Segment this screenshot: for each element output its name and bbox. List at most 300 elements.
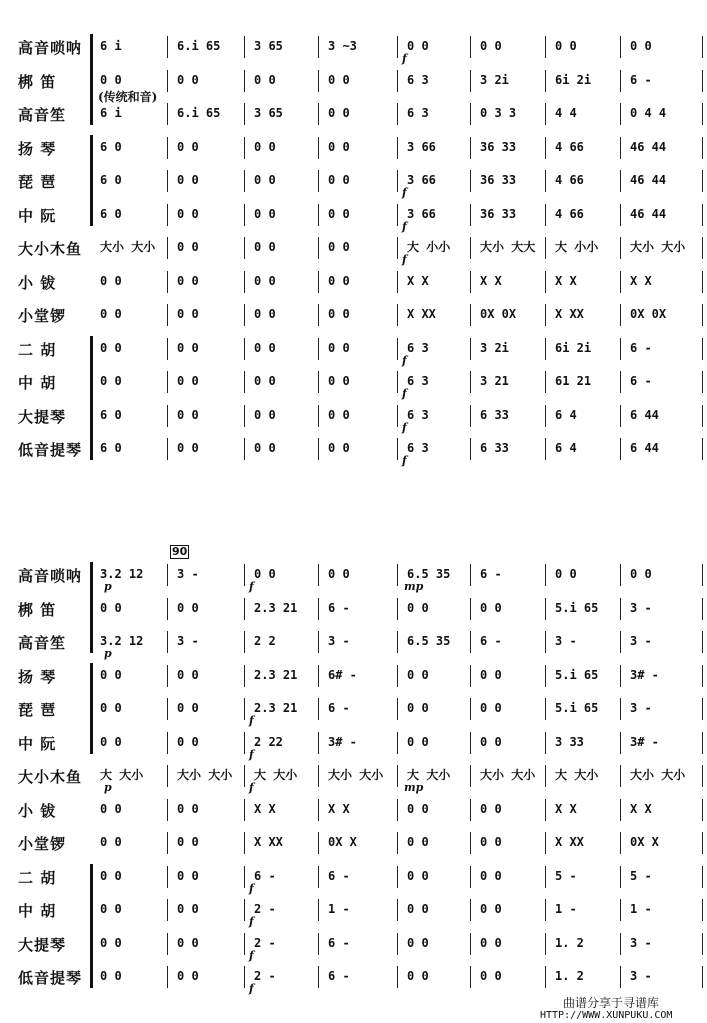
bar-line [545, 237, 546, 259]
bar-line [318, 137, 319, 159]
dynamic-mark: f [249, 747, 254, 761]
measure-notes: 0 0 [480, 801, 502, 816]
measure-notes: 6 - [480, 634, 502, 648]
bar-line [397, 204, 398, 226]
bar-line [167, 631, 168, 653]
bar-line [545, 70, 546, 92]
watermark-text: 曲谱分享于寻谱库 [563, 996, 660, 1010]
measure-notes: 3 - [630, 701, 652, 715]
bar-line [545, 137, 546, 159]
measure-notes: 5.i 65 [555, 600, 599, 615]
bar-line [397, 631, 398, 653]
dynamic-mark: f [249, 781, 254, 794]
bar-line [620, 966, 621, 988]
bar-line [244, 137, 245, 159]
bar-line [318, 732, 319, 754]
measure-notes: 0 0 [480, 667, 502, 682]
bar-line [167, 36, 168, 58]
measure-notes: 0 0 [254, 340, 276, 355]
measure-notes: 0X X [328, 835, 357, 849]
bar-line [620, 631, 621, 653]
instrument-label: 中 阮 [18, 734, 57, 753]
measure-notes: 3 - [177, 634, 199, 648]
measure-notes: 6 - [328, 969, 350, 983]
bar-line [397, 698, 398, 720]
measure-notes: 0 0 [407, 801, 429, 816]
measure-notes: X XX [254, 835, 283, 849]
bar-line [470, 966, 471, 988]
bar-line [244, 338, 245, 360]
bracket [90, 663, 97, 754]
bar-line [318, 966, 319, 988]
measure-notes: 6 i [100, 39, 122, 53]
measure-notes: 大小 大小 [177, 768, 233, 782]
bar-line [702, 338, 703, 360]
bar-line [318, 866, 319, 888]
bar-line [244, 405, 245, 427]
measure-notes: X X [630, 801, 652, 816]
measure-notes: 0 0 [328, 340, 350, 355]
bar-line [244, 631, 245, 653]
bar-line [470, 732, 471, 754]
bar-line [545, 866, 546, 888]
measure-notes: 0 0 [177, 868, 199, 883]
measure-notes: 2.3 21 [254, 600, 298, 615]
measure-notes: 大小 大小 [630, 768, 686, 782]
measure-notes: 6 - [328, 600, 350, 615]
bar-line [702, 438, 703, 460]
bar-line [620, 304, 621, 326]
annotation: (传统和音) [98, 90, 158, 104]
measure-notes: 4 66 [555, 139, 584, 154]
measure-notes: X X [555, 801, 577, 816]
measure-notes: 2.3 21 [254, 701, 298, 715]
instrument-label: 中 胡 [18, 374, 57, 392]
bar-line [702, 237, 703, 259]
bar-line [620, 933, 621, 955]
measure-notes: 6 0 [100, 407, 122, 422]
instrument-label: 小 钹 [18, 801, 57, 820]
measure-notes: 6 0 [100, 173, 122, 187]
measure-notes: 6 0 [100, 139, 122, 154]
bar-line [545, 338, 546, 360]
watermark-url: HTTP://WWW.XUNPUKU.COM [540, 1010, 673, 1021]
instrument-label: 高音唢呐 [18, 567, 83, 585]
measure-notes: 0 0 [254, 407, 276, 422]
bar-line [620, 866, 621, 888]
measure-notes: 6 3 [407, 441, 429, 455]
bar-line [397, 70, 398, 92]
bar-line [318, 631, 319, 653]
bar-line [702, 899, 703, 921]
measure-notes: 0 0 [100, 701, 122, 715]
bar-line [244, 665, 245, 687]
measure-notes: 4 66 [555, 173, 584, 187]
measure-notes: 0 0 [100, 868, 122, 883]
measure-notes: 6 44 [630, 407, 659, 422]
dynamic-mark: f [249, 881, 254, 895]
measure-notes: 0 0 [254, 273, 276, 288]
measure-notes: 2 22 [254, 734, 283, 749]
bar-line [470, 438, 471, 460]
measure-notes: 0 0 [254, 206, 276, 221]
instrument-label: 低音提琴 [18, 969, 83, 987]
measure-notes: 0 0 [177, 734, 199, 749]
bar-line [318, 899, 319, 921]
measure-notes: 6i 2i [555, 72, 592, 87]
measure-notes: 6.i 65 [177, 39, 221, 53]
instrument-label: 中 胡 [18, 902, 57, 920]
measure-notes: 0 0 [177, 240, 199, 254]
bar-line [318, 799, 319, 821]
bar-line [702, 933, 703, 955]
measure-notes: 6 - [480, 567, 502, 581]
measure-notes: 0 0 [177, 374, 199, 388]
measure-notes: 0 0 [177, 701, 199, 715]
measure-notes: 6 - [328, 935, 350, 950]
bar-line [702, 732, 703, 754]
bracket [90, 562, 97, 653]
instrument-label: 中 阮 [18, 206, 57, 225]
bar-line [167, 832, 168, 854]
bar-line [244, 832, 245, 854]
bar-line [244, 564, 245, 586]
bar-line [470, 866, 471, 888]
bracket [90, 34, 97, 125]
bar-line [545, 966, 546, 988]
measure-notes: X X [555, 273, 577, 288]
measure-notes: 6 - [630, 72, 652, 87]
measure-notes: 0 0 [480, 969, 502, 983]
measure-notes: 6 3 [407, 374, 429, 388]
measure-notes: 6.5 35 [407, 634, 451, 648]
measure-notes: 大小 大小 [630, 240, 686, 254]
bar-line [167, 204, 168, 226]
bar-line [545, 36, 546, 58]
measure-notes: 3 - [630, 600, 652, 615]
measure-notes: 3 - [630, 935, 652, 950]
measure-notes: 0 0 [555, 39, 577, 53]
measure-notes: 0 0 [100, 72, 122, 87]
bar-line [545, 438, 546, 460]
bar-line [470, 103, 471, 125]
measure-notes: 6 - [630, 374, 652, 388]
bar-line [318, 698, 319, 720]
measure-notes: 6 3 [407, 340, 429, 355]
bar-line [470, 665, 471, 687]
bar-line [702, 36, 703, 58]
instrument-label: 大提琴 [18, 407, 67, 426]
measure-notes: 5 - [630, 868, 652, 883]
measure-notes: 6 44 [630, 441, 659, 455]
bar-line [318, 204, 319, 226]
dynamic-mark: f [402, 353, 407, 367]
bar-line [470, 70, 471, 92]
bar-line [470, 631, 471, 653]
bar-line [244, 237, 245, 259]
bar-line [702, 170, 703, 192]
measure-notes: 3 - [630, 969, 652, 983]
bar-line [397, 371, 398, 393]
bar-line [470, 698, 471, 720]
measure-notes: 大小 大小 [328, 768, 384, 782]
measure-notes: 0 0 [100, 273, 122, 288]
measure-notes: 6 3 [407, 72, 429, 87]
measure-notes: 0 0 [480, 868, 502, 883]
bar-line [702, 765, 703, 787]
dynamic-mark: p [104, 781, 112, 794]
bar-line [397, 137, 398, 159]
measure-notes: 0X 0X [630, 307, 667, 321]
bar-line [167, 438, 168, 460]
measure-notes: 0 0 [328, 139, 350, 154]
bar-line [702, 866, 703, 888]
measure-notes: 1 - [555, 902, 577, 916]
bar-line [318, 405, 319, 427]
measure-notes: 1. 2 [555, 935, 584, 950]
rehearsal-mark: 90 [172, 545, 188, 558]
bar-line [470, 36, 471, 58]
bar-line [545, 899, 546, 921]
bar-line [318, 832, 319, 854]
measure-notes: X X [328, 801, 350, 816]
measure-notes: 0 0 [254, 139, 276, 154]
bar-line [318, 170, 319, 192]
measure-notes: 0 0 [177, 407, 199, 422]
measure-notes: 3# - [328, 734, 357, 749]
measure-notes: 2 - [254, 902, 276, 916]
bar-line [620, 832, 621, 854]
bar-line [545, 170, 546, 192]
measure-notes: 4 4 [555, 106, 577, 120]
bar-line [620, 137, 621, 159]
measure-notes: 1 - [328, 902, 350, 916]
measure-notes: 大 小小 [555, 240, 599, 254]
measure-notes: 0 0 [630, 567, 652, 581]
measure-notes: 大小 大大 [480, 240, 536, 254]
measure-notes: 36 33 [480, 173, 517, 187]
bar-line [167, 371, 168, 393]
bar-line [702, 665, 703, 687]
bar-line [470, 204, 471, 226]
measure-notes: 0 0 [177, 902, 199, 916]
measure-notes: 0 0 [407, 902, 429, 916]
bar-line [318, 598, 319, 620]
bar-line [397, 832, 398, 854]
measure-notes: 46 44 [630, 139, 667, 154]
measure-notes: 3 - [177, 567, 199, 581]
measure-notes: 6 33 [480, 441, 509, 455]
bar-line [620, 799, 621, 821]
bar-line [397, 304, 398, 326]
measure-notes: 0 0 [100, 667, 122, 682]
measure-notes: 0 0 [100, 902, 122, 916]
measure-notes: 0 0 [328, 273, 350, 288]
instrument-label: 二 胡 [18, 340, 57, 359]
bar-line [470, 338, 471, 360]
measure-notes: 0 0 [480, 734, 502, 749]
bracket [90, 864, 97, 989]
bar-line [244, 36, 245, 58]
dynamic-mark: f [402, 219, 407, 233]
measure-notes: 0 0 [407, 734, 429, 749]
measure-notes: 3.2 12 [100, 567, 144, 581]
measure-notes: 3 - [328, 634, 350, 648]
measure-notes: 0 0 [407, 868, 429, 883]
bar-line [397, 405, 398, 427]
bar-line [318, 338, 319, 360]
bar-line [397, 765, 398, 787]
measure-notes: 3 66 [407, 206, 436, 221]
bar-line [397, 338, 398, 360]
bar-line [620, 405, 621, 427]
bar-line [318, 765, 319, 787]
bar-line [470, 304, 471, 326]
bar-line [702, 271, 703, 293]
measure-notes: 3 - [555, 634, 577, 648]
measure-notes: 0 0 [177, 173, 199, 187]
measure-notes: 大 大小 [254, 768, 298, 782]
bar-line [167, 899, 168, 921]
measure-notes: 5 - [555, 868, 577, 883]
bar-line [318, 237, 319, 259]
bar-line [167, 304, 168, 326]
bar-line [244, 438, 245, 460]
bar-line [545, 665, 546, 687]
bar-line [702, 103, 703, 125]
bar-line [318, 564, 319, 586]
bar-line [545, 271, 546, 293]
bar-line [397, 866, 398, 888]
measure-notes: 5.i 65 [555, 667, 599, 682]
bar-line [397, 799, 398, 821]
measure-notes: 46 44 [630, 173, 667, 187]
measure-notes: 6 4 [555, 407, 577, 422]
measure-notes: X X [630, 273, 652, 288]
bar-line [470, 899, 471, 921]
measure-notes: 0 0 [100, 307, 122, 321]
measure-notes: 0 0 [328, 206, 350, 221]
measure-notes: 6 - [254, 868, 276, 883]
measure-notes: 0 0 [100, 374, 122, 388]
dynamic-mark: f [402, 454, 407, 467]
measure-notes: 0 0 [407, 701, 429, 715]
measure-notes: 0X X [630, 835, 659, 849]
bar-line [167, 966, 168, 988]
measure-notes: 0 0 [100, 935, 122, 950]
bar-line [620, 598, 621, 620]
measure-notes: 46 44 [630, 206, 667, 221]
measure-notes: 0 0 [254, 173, 276, 187]
measure-notes: 0 0 [177, 139, 199, 154]
bar-line [702, 204, 703, 226]
instrument-label: 大小木鱼 [18, 768, 83, 786]
bar-line [545, 732, 546, 754]
dynamic-mark: f [402, 52, 407, 65]
measure-notes: 0 0 [407, 39, 429, 53]
measure-notes: 6.i 65 [177, 106, 221, 120]
bar-line [397, 564, 398, 586]
bar-line [167, 665, 168, 687]
measure-notes: 0 0 [407, 667, 429, 682]
bar-line [318, 103, 319, 125]
measure-notes: 0 0 [177, 835, 199, 849]
measure-notes: 3 2i [480, 340, 509, 355]
measure-notes: 0 0 [328, 173, 350, 187]
measure-notes: 61 21 [555, 374, 592, 388]
measure-notes: 3# - [630, 667, 659, 682]
bar-line [545, 204, 546, 226]
bar-line [620, 170, 621, 192]
instrument-label: 二 胡 [18, 868, 57, 887]
bar-line [545, 598, 546, 620]
instrument-label: 梆 笛 [18, 600, 57, 619]
bar-line [620, 237, 621, 259]
measure-notes: 大 大小 [407, 768, 451, 782]
bar-line [167, 137, 168, 159]
measure-notes: 0 0 [100, 734, 122, 749]
bar-line [397, 237, 398, 259]
measure-notes: 5.i 65 [555, 701, 599, 715]
bar-line [397, 103, 398, 125]
measure-notes: 0 0 [328, 374, 350, 388]
measure-notes: 2 - [254, 969, 276, 983]
measure-notes: 0 0 [328, 240, 350, 254]
bar-line [470, 237, 471, 259]
measure-notes: X XX [407, 307, 436, 321]
measure-notes: 0 0 [100, 801, 122, 816]
bar-line [244, 698, 245, 720]
measure-notes: 6 i [100, 106, 122, 120]
measure-notes: 0 0 [630, 39, 652, 53]
measure-notes: 6 3 [407, 106, 429, 120]
instrument-label: 小堂锣 [18, 835, 67, 853]
measure-notes: 0 0 [407, 935, 429, 950]
bar-line [470, 405, 471, 427]
instrument-label: 高音笙 [18, 106, 67, 124]
measure-notes: 0 0 [480, 600, 502, 615]
measure-notes: 0 0 [177, 441, 199, 455]
bracket [90, 135, 97, 226]
measure-notes: 2 2 [254, 634, 276, 648]
bar-line [702, 304, 703, 326]
bar-line [318, 665, 319, 687]
measure-notes: 0 0 [254, 72, 276, 87]
measure-notes: 0 0 [328, 567, 350, 581]
bar-line [702, 598, 703, 620]
instrument-label: 扬 琴 [18, 139, 57, 158]
bar-line [167, 237, 168, 259]
measure-notes: 0 0 [480, 902, 502, 916]
bar-line [167, 271, 168, 293]
bar-line [545, 371, 546, 393]
bar-line [620, 70, 621, 92]
bar-line [620, 665, 621, 687]
measure-notes: 3# - [630, 734, 659, 749]
instrument-label: 大提琴 [18, 935, 67, 954]
bar-line [397, 598, 398, 620]
dynamic-mark: f [249, 915, 254, 928]
measure-notes: 0 0 [177, 72, 199, 87]
bar-line [167, 866, 168, 888]
bar-line [702, 564, 703, 586]
measure-notes: 0 0 [177, 206, 199, 221]
measure-notes: 3 2i [480, 72, 509, 87]
bar-line [702, 371, 703, 393]
bar-line [244, 70, 245, 92]
instrument-label: 小 钹 [18, 273, 57, 292]
measure-notes: 3 - [630, 634, 652, 648]
